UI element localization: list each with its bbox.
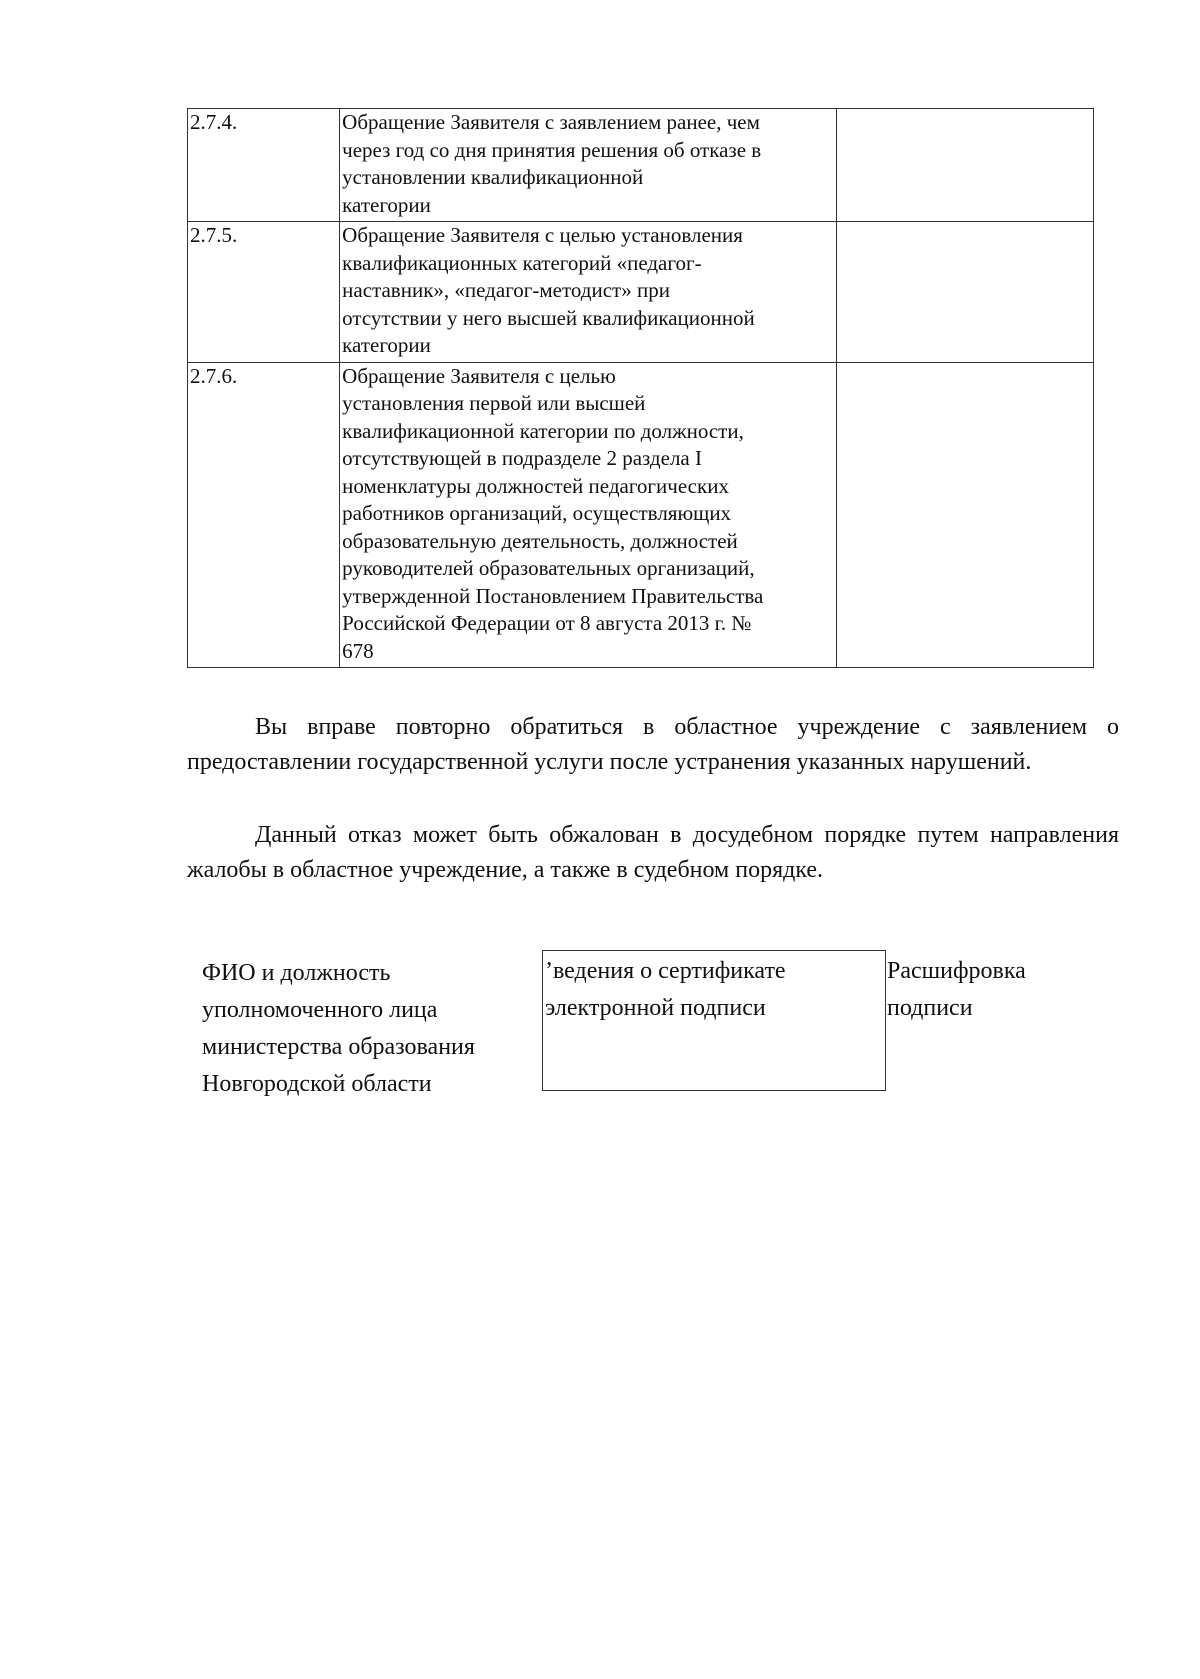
- row-line: установлении квалификационной: [342, 165, 644, 189]
- decoding-line: подписи: [887, 995, 973, 1021]
- table-row: [188, 362, 1094, 668]
- row-line: наставник», «педагог-методист» при: [342, 278, 670, 302]
- row-line: через год со дня принятия решения об отказе в: [342, 137, 762, 162]
- row-line: работников организаций, осуществляющих: [342, 501, 732, 525]
- row-number: 2.7.5.: [188, 222, 340, 363]
- row-description: [340, 222, 837, 363]
- official-position-label: [202, 955, 542, 1103]
- certificate-info-box: [542, 950, 886, 1091]
- row-line: утвержденной Постановлением Правительства: [342, 583, 764, 608]
- row-line: образовательную деятельность, должностей: [342, 528, 738, 553]
- row-description: [340, 109, 837, 222]
- row-note: [837, 109, 1094, 222]
- signature-decoding-label: [887, 953, 1107, 1027]
- official-line: уполномоченного лица: [202, 997, 438, 1023]
- official-line: Новгородской области: [202, 1071, 432, 1097]
- retry-paragraph: Вы вправе повторно обратиться в областное учреждение с заявлением о предоставлении государственной услуги после устранения указанных нарушений.: [187, 714, 1119, 775]
- row-line: отсутствующей в подразделе 2 раздела I: [342, 446, 702, 470]
- row-line: 678: [342, 638, 374, 663]
- row-line: установления первой или высшей: [342, 391, 646, 415]
- row-description: [340, 362, 837, 668]
- row-line: категории: [342, 333, 431, 357]
- table-row: [188, 109, 1094, 222]
- row-line: квалификационной категории по должности,: [342, 418, 744, 443]
- row-line: отсутствии у него высшей квалификационной: [342, 305, 755, 330]
- row-line: Обращение Заявителя с целью установления: [342, 223, 743, 247]
- row-note: [837, 222, 1094, 363]
- row-line: номенклатуры должностей педагогических: [342, 473, 729, 498]
- decoding-line: Расшифровка: [887, 958, 1026, 984]
- refusal-reasons-table: [187, 108, 1094, 668]
- table-row: [188, 222, 1094, 363]
- row-line: квалификационных категорий «педагог-: [342, 250, 702, 275]
- certificate-line: электронной подписи: [545, 995, 766, 1021]
- appeal-paragraph: Данный отказ может быть обжалован в досудебном порядке путем направления жалобы в областное учреждение, а также в судебном порядке.: [187, 822, 1119, 883]
- official-line: ФИО и должность: [202, 960, 391, 986]
- row-line: Обращение Заявителя с заявлением ранее, чем: [342, 110, 760, 134]
- row-number: 2.7.6.: [188, 362, 340, 668]
- row-number: 2.7.4.: [188, 109, 340, 222]
- certificate-line: ’ведения о сертификате: [545, 958, 786, 984]
- row-line: категории: [342, 192, 431, 217]
- row-line: руководителей образовательных организаций,: [342, 556, 755, 580]
- row-line: Российской Федерации от 8 августа 2013 г. №: [342, 611, 752, 635]
- row-line: Обращение Заявителя с целью: [342, 363, 616, 388]
- row-note: [837, 362, 1094, 668]
- official-line: министерства образования: [202, 1034, 475, 1060]
